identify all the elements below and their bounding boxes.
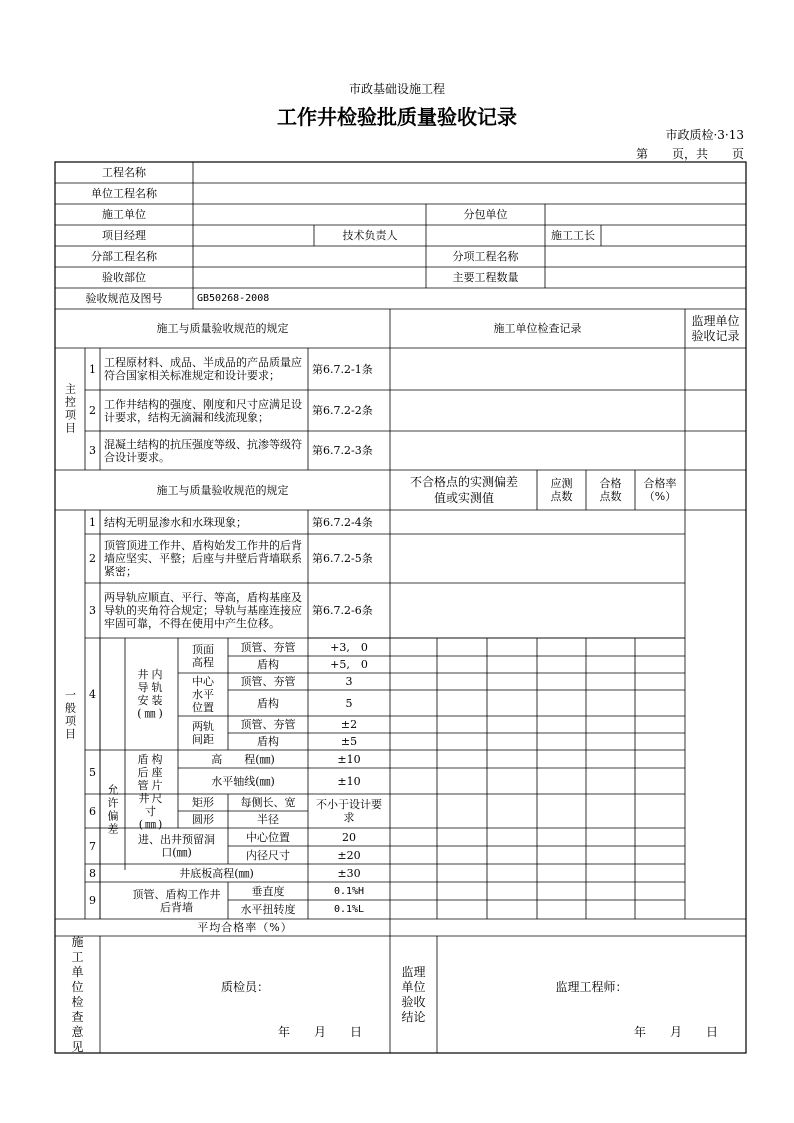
label-sub-project: 分部工程名称 <box>91 250 157 263</box>
reserved-opening-label: 进、出井预留洞口(㎜) <box>138 833 215 859</box>
main-items-label: 主控项目 <box>63 383 77 435</box>
engineer-label: 监理工程师： <box>555 979 628 994</box>
general-item-clause: 第6.7.2-5条 <box>312 552 373 565</box>
contractor-opinion-label: 施工单位检查意见 <box>71 934 84 1054</box>
shaft-size-label: 井尺寸(㎜) <box>138 791 165 831</box>
general-item-no: 6 <box>89 804 96 818</box>
label-site-foreman: 施工工长 <box>551 229 595 242</box>
sub-item: 内径尺寸 <box>246 848 290 862</box>
main-item-clause: 第6.7.2-2条 <box>312 404 373 417</box>
main-item-clause: 第6.7.2-1条 <box>312 362 373 376</box>
average-pass-rate-label: 平均合格率（%） <box>197 921 293 934</box>
general-item-no: 3 <box>89 604 96 617</box>
tolerance-value: 0.1%H <box>333 885 365 897</box>
main-col-rule: 施工与质量验收规范的规定 <box>156 322 289 335</box>
main-item-text: 混凝土结构的抗压强度等级、抗渗等级符合设计要求。 <box>104 437 302 464</box>
tolerance-value: 0.1%L <box>333 904 365 915</box>
tolerance-value: 3 <box>345 675 353 688</box>
shape-label: 矩形 <box>192 796 214 809</box>
label-contractor: 施工单位 <box>102 208 146 221</box>
general-item-clause: 第6.7.2-4条 <box>312 515 373 529</box>
sub-item: 顶管、夯管 <box>240 718 296 731</box>
label-project-name: 工程名称 <box>102 166 146 179</box>
general-item-clause: 第6.7.2-6条 <box>312 604 373 617</box>
label-inspection-part: 验收部位 <box>102 271 146 284</box>
general-item-no: 7 <box>89 839 96 853</box>
general-items-label: 一般项目 <box>63 688 77 741</box>
general-item-text: 两导轨应顺直、平行、等高，盾构基座及导轨的夹角符合规定；导轨与基座连接应牢固可靠，不得在使用中产生位移。 <box>104 591 302 630</box>
spec-value: GB50268-2008 <box>197 293 270 304</box>
sub-item: 盾构 <box>257 735 279 748</box>
general-item-no: 8 <box>89 866 96 880</box>
shape-label: 圆形 <box>192 813 214 826</box>
tolerance-value: ±10 <box>337 752 361 766</box>
rail-group-label: 井内导轨安装(㎜) <box>137 668 166 720</box>
supervisor-conclusion-label: 监理单位验收结论 <box>401 964 426 1024</box>
main-col-supervisor: 监理单位验收记录 <box>691 313 740 343</box>
general-col-rule: 施工与质量验收规范的规定 <box>156 483 289 497</box>
rail-center-position: 中心水平位置 <box>192 675 214 714</box>
tolerance-value: ±10 <box>337 774 361 788</box>
sub-item: 水平扭转度 <box>240 903 296 916</box>
main-item-text: 工程原材料、成品、半成品的产品质量应符合国家相关标准规定和设计要求； <box>104 356 302 382</box>
general-col-measure: 不合格点的实测偏差值或实测值 <box>409 475 518 505</box>
general-col-points: 应测点数 <box>550 477 573 503</box>
back-wall-label: 顶管、盾构工作井后背墙 <box>132 887 221 914</box>
main-col-check: 施工单位检查记录 <box>493 322 582 335</box>
sub-item: 顶管、夯管 <box>240 675 296 688</box>
tolerance-value: ±20 <box>337 848 361 862</box>
label-subcontractor: 分包单位 <box>463 208 508 221</box>
general-item-no: 2 <box>89 552 96 565</box>
general-col-pass: 合格点数 <box>599 477 622 503</box>
general-item-no: 5 <box>89 765 96 779</box>
tolerance-value: 5 <box>345 696 353 710</box>
label-main-quantity: 主要工程数量 <box>452 271 519 284</box>
page-number: 第 页，共 页 <box>635 147 744 161</box>
tolerance-value: ±2 <box>340 718 358 731</box>
main-item-no: 2 <box>89 404 96 417</box>
tolerance-value: +3, 0 <box>330 640 368 654</box>
inspector-label: 质检员： <box>220 979 269 994</box>
general-item-text: 结构无明显渗水和水珠现象； <box>104 515 247 529</box>
tolerance-value: ±5 <box>340 735 358 748</box>
main-item-clause: 第6.7.2-3条 <box>312 444 373 457</box>
label-item-project: 分项工程名称 <box>452 250 519 263</box>
general-item-no: 1 <box>89 515 96 529</box>
tolerance-value: 不小于设计要求 <box>316 798 382 824</box>
sub-item: 井底板高程(㎜) <box>179 866 254 880</box>
document-category: 市政基础设施工程 <box>348 82 445 96</box>
form-code: 市政质检·3·13 <box>665 128 744 142</box>
label-project-manager: 项目经理 <box>102 229 146 242</box>
label-tech-lead: 技术负责人 <box>342 229 398 242</box>
general-item-no: 9 <box>89 894 96 907</box>
allowable-deviation-label: 允许偏差 <box>106 784 119 836</box>
general-item-text: 顶管顶进工作井、盾构始发工作井的后背墙应坚实、平整；后座与井壁后背墙联系紧密； <box>104 539 302 578</box>
general-col-rate: 合格率（%） <box>643 477 677 503</box>
label-unit-project: 单位工程名称 <box>91 187 157 200</box>
main-item-no: 1 <box>89 362 96 376</box>
sub-item: 高 程(㎜) <box>211 752 275 766</box>
main-item-no: 3 <box>89 444 96 457</box>
sub-item: 每侧长、宽 <box>240 796 296 809</box>
sub-item: 顶管、夯管 <box>240 640 296 654</box>
tolerance-value: 20 <box>342 830 356 844</box>
rail-spacing: 两轨间距 <box>192 720 214 746</box>
tolerance-value: +5, 0 <box>330 658 368 671</box>
label-spec: 验收规范及图号 <box>85 292 163 305</box>
tolerance-value: ±30 <box>337 866 361 880</box>
shield-base-label: 盾构后座管片 <box>137 752 166 792</box>
sub-item: 盾构 <box>257 696 279 710</box>
sub-item: 垂直度 <box>251 884 285 898</box>
general-item-no: 4 <box>89 687 96 701</box>
main-item-text: 工作井结构的强度、刚度和尺寸应满足设计要求，结构无滴漏和线流现象； <box>104 397 302 424</box>
document-title: 工作井检验批质量验收记录 <box>277 105 517 129</box>
sub-item: 盾构 <box>257 658 279 671</box>
supervisor-date: 年 月 日 <box>633 1024 718 1039</box>
sub-item: 半径 <box>257 813 279 826</box>
contractor-date: 年 月 日 <box>277 1024 362 1039</box>
rail-top-elevation: 顶面高程 <box>192 642 214 669</box>
sub-item: 水平轴线(㎜) <box>211 774 275 788</box>
sub-item: 中心位置 <box>246 830 290 844</box>
